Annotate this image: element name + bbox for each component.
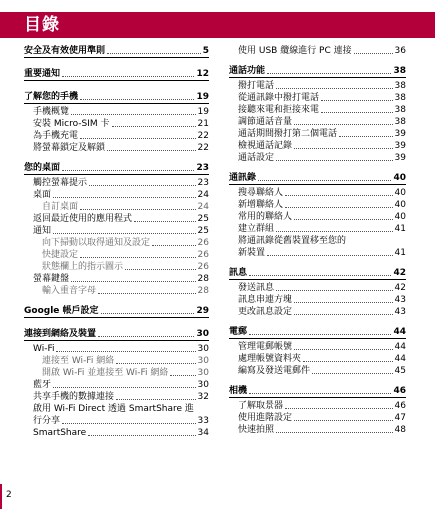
toc-entry-r24[interactable] (229, 385, 406, 398)
toc-entry-page: 42 (393, 268, 406, 278)
toc-leader-dots (339, 136, 393, 137)
toc-leader-dots (98, 336, 194, 337)
toc-leader-dots (71, 281, 196, 282)
toc-entry-page: 19 (197, 107, 209, 117)
toc-entry-page: 44 (393, 327, 406, 337)
toc-entry-title: 狀態欄上的指示圖示 (42, 262, 124, 272)
toc-entry-r27[interactable] (229, 424, 406, 436)
toc-entry-title: 安全及有效使用準則 (24, 46, 106, 56)
toc-entry-page: 44 (394, 354, 406, 364)
toc-entry-title: 搜尋聯絡人 (238, 188, 284, 198)
toc-entry-r8[interactable] (229, 140, 406, 152)
toc-entry-r10[interactable] (229, 172, 406, 185)
toc-leader-dots (152, 245, 196, 246)
toc-entry-l24[interactable] (24, 379, 209, 391)
toc-entry-l4[interactable] (24, 106, 209, 118)
toc-entry-page: 48 (394, 425, 406, 435)
toc-leader-dots (321, 100, 393, 101)
toc-spacer (229, 259, 406, 267)
toc-entry-page: 24 (197, 202, 209, 212)
toc-entry-r15b[interactable] (229, 247, 406, 259)
toc-leader-dots (312, 373, 393, 374)
toc-leader-dots (80, 209, 196, 210)
toc-entry-page: 36 (394, 46, 406, 56)
toc-entry-title: 螢幕鍵盤 (33, 274, 70, 284)
toc-leader-dots (88, 435, 195, 436)
toc-entry-r9[interactable] (229, 152, 406, 164)
toc-spacer (24, 154, 209, 162)
toc-entry-page: 29 (196, 306, 209, 316)
toc-entry-title: SmartShare (33, 428, 87, 438)
toc-entry-l10[interactable] (24, 189, 209, 201)
toc-entry-title: 共享手機的數據連接 (33, 392, 115, 402)
toc-leader-dots (101, 313, 195, 314)
toc-leader-dots (107, 53, 201, 54)
toc-leader-dots (267, 255, 393, 256)
toc-leader-dots (294, 219, 393, 220)
toc-spacer (24, 320, 209, 328)
toc-entry-page: 39 (394, 141, 406, 151)
toc-entry-r26[interactable] (229, 412, 406, 424)
toc-entry-page: 30 (197, 344, 209, 354)
toc-entry-l7[interactable] (24, 142, 209, 154)
toc-entry-title: 連接到網絡及裝置 (24, 329, 97, 339)
toc-leader-dots (303, 361, 393, 362)
toc-entry-page: 40 (394, 212, 406, 222)
toc-entry-page: 28 (197, 286, 209, 296)
toc-entry-r3[interactable] (229, 80, 406, 92)
toc-entry-title: 了解取景器 (238, 401, 284, 411)
toc-entry-l25[interactable] (24, 391, 209, 403)
toc-entry-title: 觸控螢幕提示 (33, 178, 88, 188)
toc-spacer (229, 377, 406, 385)
toc-entry-page: 38 (394, 93, 406, 103)
toc-entry-title: 通話功能 (229, 66, 266, 76)
toc-entry-r11[interactable] (229, 187, 406, 199)
toc-entry-r7[interactable] (229, 128, 406, 140)
toc-entry-page: 33 (197, 416, 209, 426)
page-number: 2 (6, 490, 12, 500)
toc-entry-r21[interactable] (229, 341, 406, 353)
toc-entry-page: 39 (394, 129, 406, 139)
toc-entry-title: 藍牙 (33, 380, 52, 390)
toc-spacer (24, 60, 209, 68)
toc-entry-title: 返回最近使用的應用程式 (33, 214, 133, 224)
toc-entry-title: 相機 (229, 386, 248, 396)
toc-leader-dots (267, 73, 391, 74)
toc-entry-title: 編寫及發送電郵件 (238, 366, 311, 376)
toc-entry-page: 40 (394, 188, 406, 198)
toc-entry-title: 建立群組 (238, 224, 275, 234)
toc-entry-title: 接聽來電和拒接來電 (238, 105, 320, 115)
toc-entry-l3[interactable] (24, 91, 209, 104)
toc-entry-title: 從通訊錄中撥打電話 (238, 93, 320, 103)
toc-entry-page: 42 (394, 283, 406, 293)
toc-entry-title: 向下掃動以取得通知及設定 (42, 238, 151, 248)
toc-entry-title: 處理帳號資料夾 (238, 354, 302, 364)
toc-entry-page: 43 (394, 295, 406, 305)
toc-entry-r20[interactable] (229, 326, 406, 339)
toc-entry-r13[interactable] (229, 211, 406, 223)
toc-entry-l13[interactable] (24, 225, 209, 237)
toc-entry-page: 43 (394, 307, 406, 317)
toc-entry-title: 通話設定 (238, 153, 275, 163)
toc-entry-title: 行分享 (33, 416, 61, 426)
toc-leader-dots (80, 138, 196, 139)
toc-leader-dots (56, 351, 195, 352)
toc-entry-l5[interactable] (24, 118, 209, 130)
toc-entry-page: 44 (394, 342, 406, 352)
toc-entry-title: 管理電郵帳號 (238, 342, 293, 352)
toc-entry-title: 重要通知 (24, 69, 61, 79)
toc-leader-dots (53, 233, 196, 234)
toc-leader-dots (107, 150, 196, 151)
toc-entry-l8[interactable] (24, 162, 209, 175)
toc-entry-page: 38 (393, 66, 406, 76)
toc-spacer (229, 57, 406, 65)
toc-entry-r14[interactable] (229, 223, 406, 235)
toc-entry-title: 使用 USB 纜線進行 PC 連接 (238, 46, 352, 56)
toc-leader-dots (294, 124, 393, 125)
toc-leader-dots (249, 334, 391, 335)
toc-leader-dots (89, 185, 196, 186)
toc-leader-dots (354, 53, 393, 54)
toc-entry-page: 32 (197, 392, 209, 402)
toc-entry-page: 23 (197, 178, 209, 188)
toc-left-column (24, 45, 209, 439)
toc-entry-page: 26 (197, 250, 209, 260)
toc-entry-title: 訊息 (229, 268, 248, 278)
toc-entry-r17[interactable] (229, 282, 406, 294)
toc-entry-page: 22 (197, 143, 209, 153)
toc-leader-dots (321, 112, 393, 113)
toc-entry-title: 快捷設定 (42, 250, 79, 260)
toc-entry-l26b[interactable] (24, 415, 209, 427)
toc-entry-title: 使用進階設定 (238, 413, 293, 423)
toc-entry-title: 新增聯絡人 (238, 200, 284, 210)
toc-entry-page: 45 (394, 366, 406, 376)
toc-entry-page: 25 (197, 214, 209, 224)
toc-leader-dots (170, 375, 195, 376)
toc-entry-l19[interactable] (24, 305, 209, 318)
toc-entry-page: 26 (197, 262, 209, 272)
toc-right-column (229, 45, 406, 436)
toc-spacer (24, 83, 209, 91)
toc-entry-title: 訊息串連方塊 (238, 295, 293, 305)
toc-entry-page: 26 (197, 238, 209, 248)
toc-leader-dots (276, 432, 393, 433)
toc-entry-title: 快速拍照 (238, 425, 275, 435)
toc-entry-title: 發送訊息 (238, 283, 275, 293)
toc-entry-page: 28 (197, 274, 209, 284)
toc-entry-title: 為手機充電 (33, 131, 79, 141)
page-title: 目錄 (24, 15, 60, 35)
toc-leader-dots (53, 197, 196, 198)
toc-entry-r5[interactable] (229, 104, 406, 116)
toc-leader-dots (294, 148, 393, 149)
toc-leader-dots (53, 387, 196, 388)
toc-entry-r18[interactable] (229, 294, 406, 306)
toc-leader-dots (285, 408, 393, 409)
toc-leader-dots (294, 349, 393, 350)
toc-entry-title: 輸入重音字母 (42, 286, 97, 296)
toc-spacer (229, 318, 406, 326)
toc-entry-page: 12 (196, 69, 209, 79)
toc-leader-dots (276, 290, 393, 291)
toc-entry-r1[interactable] (229, 45, 406, 57)
toc-entry-title: Wi-Fi (33, 344, 55, 354)
toc-spacer (24, 297, 209, 305)
toc-leader-dots (276, 88, 393, 89)
toc-leader-dots (294, 420, 393, 421)
toc-entry-l16[interactable] (24, 261, 209, 273)
toc-entry-page: 5 (202, 46, 209, 56)
toc-entry-page: 19 (196, 92, 209, 102)
toc-entry-page: 46 (394, 401, 406, 411)
toc-entry-l21[interactable] (24, 343, 209, 355)
toc-header-bar (0, 12, 435, 38)
toc-entry-title: 將螢幕鎖定及解鎖 (33, 143, 106, 153)
toc-leader-dots (276, 160, 393, 161)
toc-entry-page: 30 (196, 329, 209, 339)
toc-entry-l17[interactable] (24, 273, 209, 285)
toc-entry-page: 24 (197, 190, 209, 200)
toc-entry-l26a[interactable] (24, 403, 209, 415)
toc-leader-dots (258, 180, 391, 181)
toc-leader-dots (276, 231, 393, 232)
toc-leader-dots (98, 293, 196, 294)
toc-entry-title: 了解您的手機 (24, 92, 79, 102)
toc-entry-title: 新裝置 (238, 248, 266, 258)
toc-leader-dots (134, 221, 196, 222)
toc-entry-page: 40 (394, 200, 406, 210)
toc-entry-l18[interactable] (24, 285, 209, 297)
toc-entry-l15[interactable] (24, 249, 209, 261)
toc-leader-dots (249, 393, 391, 394)
toc-leader-dots (116, 399, 196, 400)
toc-entry-title: 桌面 (33, 190, 52, 200)
toc-entry-page: 38 (394, 105, 406, 115)
toc-entry-page: 30 (197, 368, 209, 378)
toc-entry-l12[interactable] (24, 213, 209, 225)
toc-entry-title: 通話期間撥打第二個電話 (238, 129, 338, 139)
toc-entry-page: 46 (393, 386, 406, 396)
toc-entry-l6[interactable] (24, 130, 209, 142)
toc-entry-title: 通知 (33, 226, 52, 236)
toc-entry-r6[interactable] (229, 116, 406, 128)
toc-entry-l27[interactable] (24, 427, 209, 439)
toc-entry-title: 通訊錄 (229, 173, 257, 183)
toc-entry-title: Google 帳戶設定 (24, 306, 99, 316)
toc-entry-page: 25 (197, 226, 209, 236)
toc-entry-l22[interactable] (24, 355, 209, 367)
toc-entry-title: 手機概覽 (33, 107, 70, 117)
toc-leader-dots (285, 207, 393, 208)
toc-entry-l1[interactable] (24, 45, 209, 58)
toc-entry-page: 34 (197, 428, 209, 438)
toc-entry-r15a[interactable] (229, 235, 406, 247)
toc-entry-title: 調節通話音量 (238, 117, 293, 127)
toc-entry-l23[interactable] (24, 367, 209, 379)
toc-entry-r12[interactable] (229, 199, 406, 211)
toc-entry-page: 30 (197, 380, 209, 390)
toc-leader-dots (294, 314, 393, 315)
toc-leader-dots (80, 257, 196, 258)
toc-entry-page: 30 (197, 356, 209, 366)
toc-entry-r23[interactable] (229, 365, 406, 377)
toc-entry-page: 38 (394, 81, 406, 91)
toc-entry-page: 22 (197, 131, 209, 141)
toc-entry-page: 47 (394, 413, 406, 423)
toc-entry-r19[interactable] (229, 306, 406, 318)
toc-spacer (229, 164, 406, 172)
toc-entry-title: 安裝 Micro-SIM 卡 (33, 119, 110, 129)
toc-entry-l2[interactable] (24, 68, 209, 81)
toc-leader-dots (62, 423, 196, 424)
toc-leader-dots (112, 126, 196, 127)
toc-leader-dots (71, 114, 196, 115)
toc-entry-l11[interactable] (24, 201, 209, 213)
toc-leader-dots (62, 76, 194, 77)
toc-entry-title: 更改訊息設定 (238, 307, 293, 317)
toc-entry-r25[interactable] (229, 400, 406, 412)
toc-entry-l20[interactable] (24, 328, 209, 341)
toc-entry-r4[interactable] (229, 92, 406, 104)
toc-entry-l9[interactable] (24, 177, 209, 189)
page-edge-mark (0, 484, 2, 509)
toc-entry-title: 常用的聯絡人 (238, 212, 293, 222)
toc-leader-dots (125, 269, 196, 270)
toc-entry-title: 您的桌面 (24, 163, 61, 173)
toc-entry-page: 38 (394, 117, 406, 127)
toc-entry-title: 自訂桌面 (42, 202, 79, 212)
toc-entry-title: 開啟 Wi-Fi 並連接至 Wi-Fi 網絡 (42, 368, 169, 378)
toc-entry-page: 23 (196, 163, 209, 173)
toc-entry-title: 將通訊錄從舊裝置移至您的 (238, 236, 347, 246)
toc-entry-l14[interactable] (24, 237, 209, 249)
toc-entry-page: 39 (394, 153, 406, 163)
toc-entry-title: 檢視通話記錄 (238, 141, 293, 151)
toc-entry-title: 撥打電話 (238, 81, 275, 91)
toc-leader-dots (249, 275, 391, 276)
toc-leader-dots (62, 170, 194, 171)
toc-leader-dots (285, 195, 393, 196)
toc-entry-page: 40 (393, 173, 406, 183)
toc-entry-title: 電郵 (229, 327, 248, 337)
toc-entry-title: 連接至 Wi-Fi 網絡 (42, 356, 115, 366)
toc-leader-dots (294, 302, 393, 303)
toc-entry-page: 21 (197, 119, 209, 129)
toc-entry-page: 41 (394, 248, 406, 258)
toc-entry-page: 41 (394, 224, 406, 234)
toc-entry-r22[interactable] (229, 353, 406, 365)
toc-entry-r2[interactable] (229, 65, 406, 78)
toc-leader-dots (80, 99, 194, 100)
toc-entry-title: 啟用 Wi-Fi Direct 透過 SmartShare 進 (33, 404, 194, 414)
toc-entry-r16[interactable] (229, 267, 406, 280)
toc-leader-dots (116, 363, 195, 364)
